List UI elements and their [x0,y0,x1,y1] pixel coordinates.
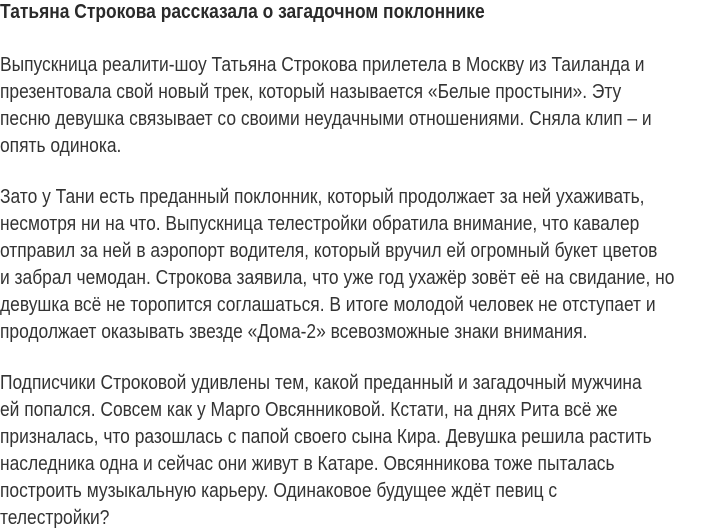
text-line: песню девушка связывает со своими неудачными отношениями. Сняла клип – и [0,108,652,130]
text-line: телестройки? [0,507,110,529]
text-line: продолжает оказывать звезде «Дома-2» всевозможные знаки внимания. [0,321,588,343]
text-line: отправил за ней в аэропорт водителя, который вручил ей огромный букет цветов [0,240,658,262]
paragraph-subscribers [0,370,705,532]
text-line: девушка всё не торопится соглашаться. В итоге молодой человек не отступает и [0,294,656,316]
text-line: презентовала свой новый трек, который называется «Белые простыни». Эту [0,81,622,103]
text-line: призналась, что разошлась с папой своего сына Кира. Девушка решила растить [0,426,652,448]
paragraph-admirer [0,184,705,346]
text-line: Зато у Тани есть преданный поклонник, который продолжает за ней ухаживать, [0,186,645,208]
text-line: построить музыкальную карьеру. Одинаковое будущее ждёт певиц с [0,480,558,502]
article-title: Татьяна Строкова рассказала о загадочном поклоннике [0,1,485,23]
text-line: ей попался. Совсем как у Марго Овсянниковой. Кстати, на днях Рита всё же [0,399,618,421]
text-line: несмотря ни на что. Выпускница телестройки обратила внимание, что кавалер [0,213,640,235]
text-line: наследника одна и сейчас они живут в Катаре. Овсянникова тоже пыталась [0,453,615,475]
text-line: опять одинока. [0,135,122,157]
text-line: Выпускница реалити-шоу Татьяна Строкова прилетела в Москву из Таиланда и [0,54,645,76]
text-line: и забрал чемодан. Строкова заявила, что уже год ухажёр зовёт её на свидание, но [0,267,675,289]
paragraph-intro [0,52,705,160]
text-line: Подписчики Строковой удивлены тем, какой преданный и загадочный мужчина [0,372,642,394]
